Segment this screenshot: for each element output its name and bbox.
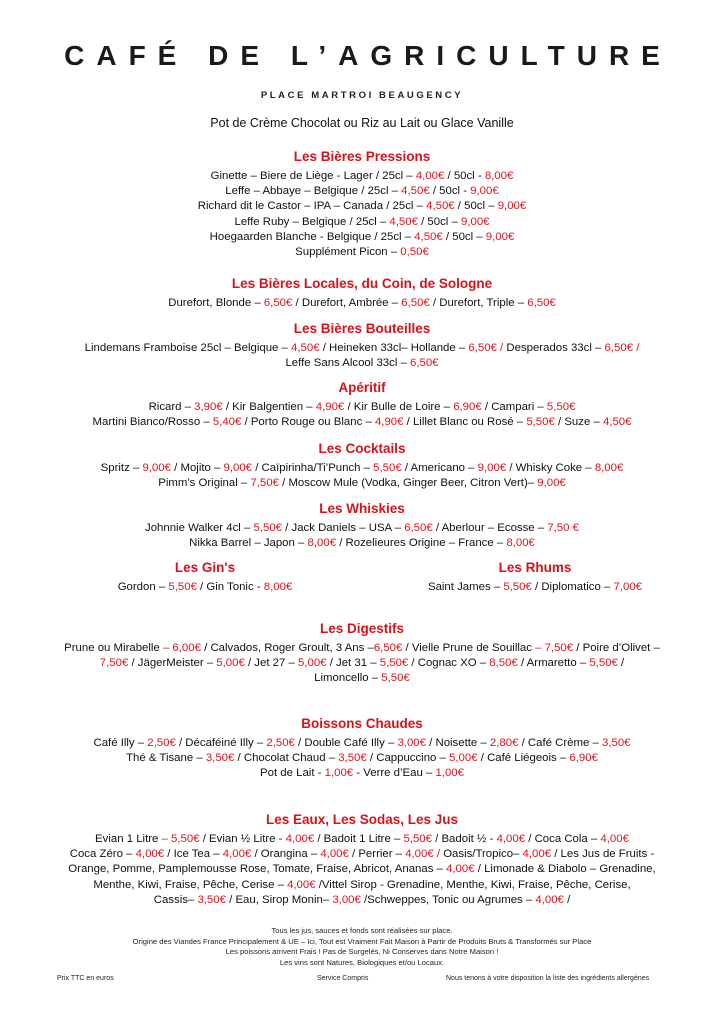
menu-line: [20, 400, 704, 415]
item-text: / Double Café Illy –: [294, 737, 398, 749]
item-text: Café Illy –: [93, 737, 148, 749]
price: 4,00€: [446, 863, 475, 876]
price: 5,50€: [546, 401, 576, 413]
item-text: / Diplomatico –: [531, 581, 614, 593]
section-title: Les Whiskies: [319, 501, 405, 516]
item-text: / Cognac XO –: [408, 657, 490, 670]
menu-line: [40, 580, 370, 595]
price: 4,50€: [602, 416, 632, 429]
menu-line: [20, 245, 704, 260]
section-title: Les Bières Bouteilles: [293, 321, 431, 336]
item-text: / Cappuccino –: [366, 752, 450, 765]
price: 4,00€: [415, 170, 445, 182]
footnote-line: Les poissons arrivent Frais ! Pas de Surgelés, Ni Conserves dans Notre Maison !: [225, 947, 499, 957]
item-text: Leffe Ruby – Belgique / 25cl –: [234, 215, 390, 228]
price: 8,00€: [506, 537, 535, 550]
item-text: / Kir Balgentien –: [222, 401, 316, 413]
section-title: Les Eaux, Les Sodas, Les Jus: [265, 812, 459, 827]
price: 2,80€: [489, 737, 519, 749]
price: 6,50€: [401, 297, 430, 309]
price: – 5,50€: [161, 833, 200, 845]
item-text: Lindemans Framboise 25cl – Belgique –: [84, 342, 292, 354]
menu-line: [20, 415, 704, 430]
item-text: / Badoit ½ -: [431, 833, 497, 845]
item-text: Saint James –: [427, 581, 504, 593]
item-text: Spritz –: [100, 462, 143, 474]
item-text: / Moscow Mule (Vodka, Ginger Beer, Citron Vert)–: [278, 477, 538, 490]
price: 4,00€: [222, 848, 252, 861]
section-eaux-sodas-jus: [20, 812, 704, 908]
price: 6,50€: [404, 522, 433, 534]
price: 9,00€: [477, 462, 507, 474]
price: 3,00€: [397, 737, 426, 749]
item-text: /Schweppes, Tonic ou Agrumes –: [360, 893, 536, 906]
item-text: Limoncello –: [314, 672, 382, 685]
price: 3,00€: [332, 893, 361, 906]
item-text: / Durefort, Ambrée –: [292, 297, 402, 309]
item-text: / Mojito –: [170, 462, 224, 474]
price: 4,00€: [320, 848, 349, 861]
item-text: / Evian ½ Litre -: [199, 833, 286, 845]
section-rhums: [370, 560, 700, 595]
item-text: Orange, Pomme, Pamplemousse Rose, Tomate, Fraise, Abricot, Ananas –: [68, 863, 447, 876]
item-text: Ginette – Biere de Liège - Lager / 25cl –: [210, 170, 416, 182]
item-text: / Aberlour – Ecosse –: [432, 522, 548, 534]
menu-line: [20, 461, 704, 476]
menu-line: [20, 215, 704, 230]
price: 5,50€: [381, 672, 410, 685]
item-text: Cassis–: [153, 893, 198, 906]
section-whiskies: [20, 501, 704, 551]
price: 8,00€: [484, 170, 514, 182]
item-text: / 50cl -: [429, 185, 471, 198]
price: 5,00€: [298, 657, 327, 670]
item-text: / Americano –: [401, 462, 478, 474]
price: 3,50€: [338, 752, 367, 765]
menu-line: [20, 356, 704, 371]
footer-allergens-note: Nous tenons à votre disposition la liste des ingrédients allergènes: [446, 975, 650, 982]
menu-line: [20, 341, 704, 356]
item-text: Johnnie Walker 4cl –: [145, 522, 254, 534]
item-text: / Café Liégeois –: [477, 752, 570, 765]
price: 6,50€ /: [468, 342, 504, 354]
item-text: - Verre d’Eau –: [353, 767, 436, 780]
price: 4,50€: [414, 230, 443, 243]
item-text: Desperados 33cl –: [503, 342, 605, 354]
item-text: / Badoit 1 Litre –: [314, 833, 404, 845]
price: 9,00€: [223, 462, 253, 474]
menu-line: [20, 878, 704, 893]
section-title: Les Rhums: [498, 560, 572, 575]
price: 8,00€: [594, 462, 624, 474]
item-text: /Vittel Sirop - Grenadine, Menthe, Kiwi, Fraise, Pêche, Cerise,: [315, 878, 631, 891]
menu-line: [20, 656, 704, 671]
section-digestifs: [20, 621, 704, 687]
item-text: / Campari –: [481, 401, 547, 413]
price: 2,50€: [266, 737, 295, 749]
price: 5,00€: [449, 752, 478, 765]
menu-line: [20, 766, 704, 781]
price: 9,00€: [497, 200, 527, 213]
menu-line: [20, 536, 704, 551]
price: – 7,50€: [535, 642, 574, 654]
price: 5,00€: [216, 657, 245, 670]
price: 5,50€: [379, 657, 409, 670]
item-text: / Rozelieures Origine – France –: [336, 537, 507, 550]
item-text: / Perrier –: [348, 848, 406, 861]
menu-line: [20, 169, 704, 184]
item-text: / Gin Tonic -: [196, 581, 264, 593]
price: 5,50€: [253, 522, 282, 534]
menu-line: [20, 751, 704, 766]
item-text: Supplément Picon –: [295, 246, 401, 259]
item-text: /: [563, 893, 571, 906]
price: 5,50€: [526, 416, 555, 429]
item-text: / 50cl –: [417, 215, 461, 228]
section-boissons-chaudes: [20, 716, 704, 782]
item-text: / Orangina –: [251, 848, 321, 861]
price: 4,00€: [496, 833, 526, 845]
price: 6,90€: [453, 401, 482, 413]
item-text: Leffe Sans Alcool 33cl –: [285, 357, 411, 370]
item-text: Evian 1 Litre: [95, 833, 162, 845]
item-text: Leffe – Abbaye – Belgique / 25cl –: [225, 185, 402, 198]
price: 7,50€: [250, 477, 279, 490]
item-text: / Café Crème –: [518, 737, 602, 749]
price: 6,50€: [373, 642, 403, 654]
restaurant-address: PLACE MARTROI BEAUGENCY: [260, 90, 464, 101]
footer-prices-note: Prix TTC en euros: [57, 975, 114, 982]
price: 5,50€: [589, 657, 618, 670]
price: 4,00€: [287, 878, 316, 891]
item-text: / Heineken 33cl– Hollande –: [319, 342, 469, 354]
item-text: / 50cl –: [442, 230, 486, 243]
section-bieres-locales: [20, 276, 704, 311]
item-text: / Eau, Sirop Monin–: [225, 893, 333, 906]
section-title: Les Gin's: [174, 560, 236, 575]
menu-line: [20, 847, 704, 862]
price: 3,50€: [602, 737, 631, 749]
price: 8,50€: [489, 657, 518, 670]
item-text: Hoegaarden Blanche - Belgique / 25cl –: [209, 230, 415, 243]
item-text: Pot de Lait -: [260, 767, 325, 780]
item-text: / Jet 31 –: [326, 657, 380, 670]
price: 4,00€: [285, 833, 315, 845]
item-text: / Kir Bulle de Loire –: [344, 401, 454, 413]
item-text: / 50cl -: [444, 170, 485, 182]
item-text: / Poire d’Olivet –: [573, 642, 660, 654]
item-text: / Vielle Prune de Souillac: [402, 642, 536, 654]
footnote-line: Origine des Viandes France Principalement & UE – Ici, Tout est Vraiment Fait Maison à Partir de Produits Bruts & Transformés sur Place: [132, 936, 592, 946]
price: 6,50€: [527, 297, 556, 309]
price: 3,50€: [197, 893, 226, 906]
price: 9,00€: [142, 462, 171, 474]
price: 6,50€: [263, 297, 293, 309]
price: – 6,00€: [162, 642, 201, 654]
price: 7,50 €: [547, 522, 579, 534]
menu-line: [20, 476, 704, 491]
item-text: / JägerMeister –: [128, 657, 217, 670]
dessert-intro: Pot de Crème Chocolat ou Riz au Lait ou Glace Vanille: [210, 116, 514, 130]
item-text: Durefort, Blonde –: [168, 297, 264, 309]
section-title: Les Cocktails: [318, 441, 406, 456]
item-text: Coca Zéro –: [69, 848, 136, 861]
item-text: / Caïpirinha/Ti’Punch –: [252, 462, 374, 474]
menu-line: [370, 580, 700, 595]
menu-line: [20, 671, 704, 686]
item-text: / Jack Daniels – USA –: [282, 522, 405, 534]
section-title: Boissons Chaudes: [301, 716, 423, 731]
section-title: Les Digestifs: [319, 621, 405, 636]
price: 4,00€: [522, 848, 552, 861]
price: 5,50€: [373, 462, 402, 474]
price: 1,00€: [324, 767, 354, 780]
menu-line: [20, 230, 704, 245]
menu-line: [20, 184, 704, 199]
item-text: Pimm’s Original –: [158, 477, 251, 490]
footer-service-note: Service Compris: [317, 975, 369, 982]
section-title: Apéritif: [338, 380, 386, 395]
menu-line: [20, 893, 704, 908]
item-text: / Porto Rouge ou Blanc –: [241, 416, 375, 429]
menu-line: [20, 832, 704, 847]
section-title: Les Bières Pressions: [293, 149, 431, 164]
item-text: Martini Bianco/Rosso –: [92, 416, 213, 429]
price: 6,90€: [569, 752, 598, 765]
item-text: / Durefort, Triple –: [429, 297, 528, 309]
item-text: / 50cl –: [454, 200, 498, 213]
item-text: Ricard –: [148, 401, 195, 413]
item-text: / Suze –: [554, 416, 603, 429]
price: 4,50€: [426, 200, 455, 213]
price: 9,00€: [461, 215, 490, 228]
menu-line: [20, 862, 704, 877]
section-title: Les Bières Locales, du Coin, de Sologne: [231, 276, 493, 291]
item-text: / Les Jus de Fruits -: [551, 848, 655, 861]
menu-line: [20, 199, 704, 214]
price: 6,50€ /: [604, 342, 640, 354]
price: 5,50€: [403, 833, 432, 845]
price: 5,40€: [212, 416, 242, 429]
item-text: / Noisette –: [425, 737, 490, 749]
footnote-line: Tous les jus, sauces et fonds sont réalisées sur place.: [271, 926, 453, 935]
item-text: Menthe, Kiwi, Fraise, Pêche, Cerise –: [93, 878, 288, 891]
price: 4,00€ /: [405, 848, 441, 861]
price: 3,90€: [194, 401, 223, 413]
price: 5,50€: [503, 581, 532, 593]
price: 4,90€: [374, 416, 404, 429]
item-text: Nikka Barrel – Japon –: [189, 537, 308, 550]
section-gins: [40, 560, 370, 595]
item-text: / Lillet Blanc ou Rosé –: [403, 416, 527, 429]
menu-line: [20, 521, 704, 536]
price: 9,00€: [470, 185, 499, 198]
section-bieres-pressions: [20, 149, 704, 260]
price: 6,50€: [410, 357, 439, 370]
item-text: Oasis/Tropico–: [440, 848, 523, 861]
menu-line: [20, 641, 704, 656]
price: 8,00€: [307, 537, 337, 550]
item-text: / Ice Tea –: [164, 848, 223, 861]
item-text: / Chocolat Chaud –: [234, 752, 339, 765]
price: 4,90€: [315, 401, 345, 413]
price: 4,00€: [535, 893, 564, 906]
section-aperitif: [20, 380, 704, 430]
price: 7,00€: [613, 581, 643, 593]
price: 4,00€: [600, 833, 629, 845]
price: 4,50€: [389, 215, 418, 228]
price: 9,00€: [537, 477, 566, 490]
item-text: / Armaretto –: [517, 657, 590, 670]
price: 5,50€: [168, 581, 197, 593]
price: 9,00€: [485, 230, 515, 243]
item-text: / Jet 27 –: [244, 657, 299, 670]
menu-line: [20, 296, 704, 311]
price: 7,50€: [99, 657, 129, 670]
item-text: Richard dit le Castor – IPA – Canada / 25cl –: [197, 200, 427, 213]
price: 0,50€: [400, 246, 429, 259]
price: 3,50€: [205, 752, 235, 765]
item-text: /: [617, 657, 625, 670]
footnotes: [0, 926, 724, 968]
section-cocktails: [20, 441, 704, 491]
item-text: / Coca Cola –: [525, 833, 601, 845]
item-text: / Calvados, Roger Groult, 3 Ans –: [200, 642, 374, 654]
footnote-line: Les vins sont Natures, Biologiques et/ou Locaux.: [279, 957, 445, 967]
price: 1,00€: [435, 767, 464, 780]
price: 4,50€: [291, 342, 320, 354]
item-text: / Whisky Coke –: [506, 462, 595, 474]
item-text: Prune ou Mirabelle: [64, 642, 163, 654]
item-text: Gordon –: [117, 581, 169, 593]
restaurant-title: CAFÉ DE L’AGRICULTURE: [64, 40, 672, 71]
price: 2,50€: [147, 737, 176, 749]
item-text: / Limonade & Diabolo – Grenadine,: [474, 863, 656, 876]
price: 4,00€: [135, 848, 165, 861]
section-bieres-bouteilles: [20, 321, 704, 371]
menu-line: [20, 736, 704, 751]
item-text: Thé & Tisane –: [126, 752, 206, 765]
price: 8,00€: [263, 581, 293, 593]
price: 4,50€: [401, 185, 430, 198]
item-text: / Décaféiné Illy –: [175, 737, 267, 749]
